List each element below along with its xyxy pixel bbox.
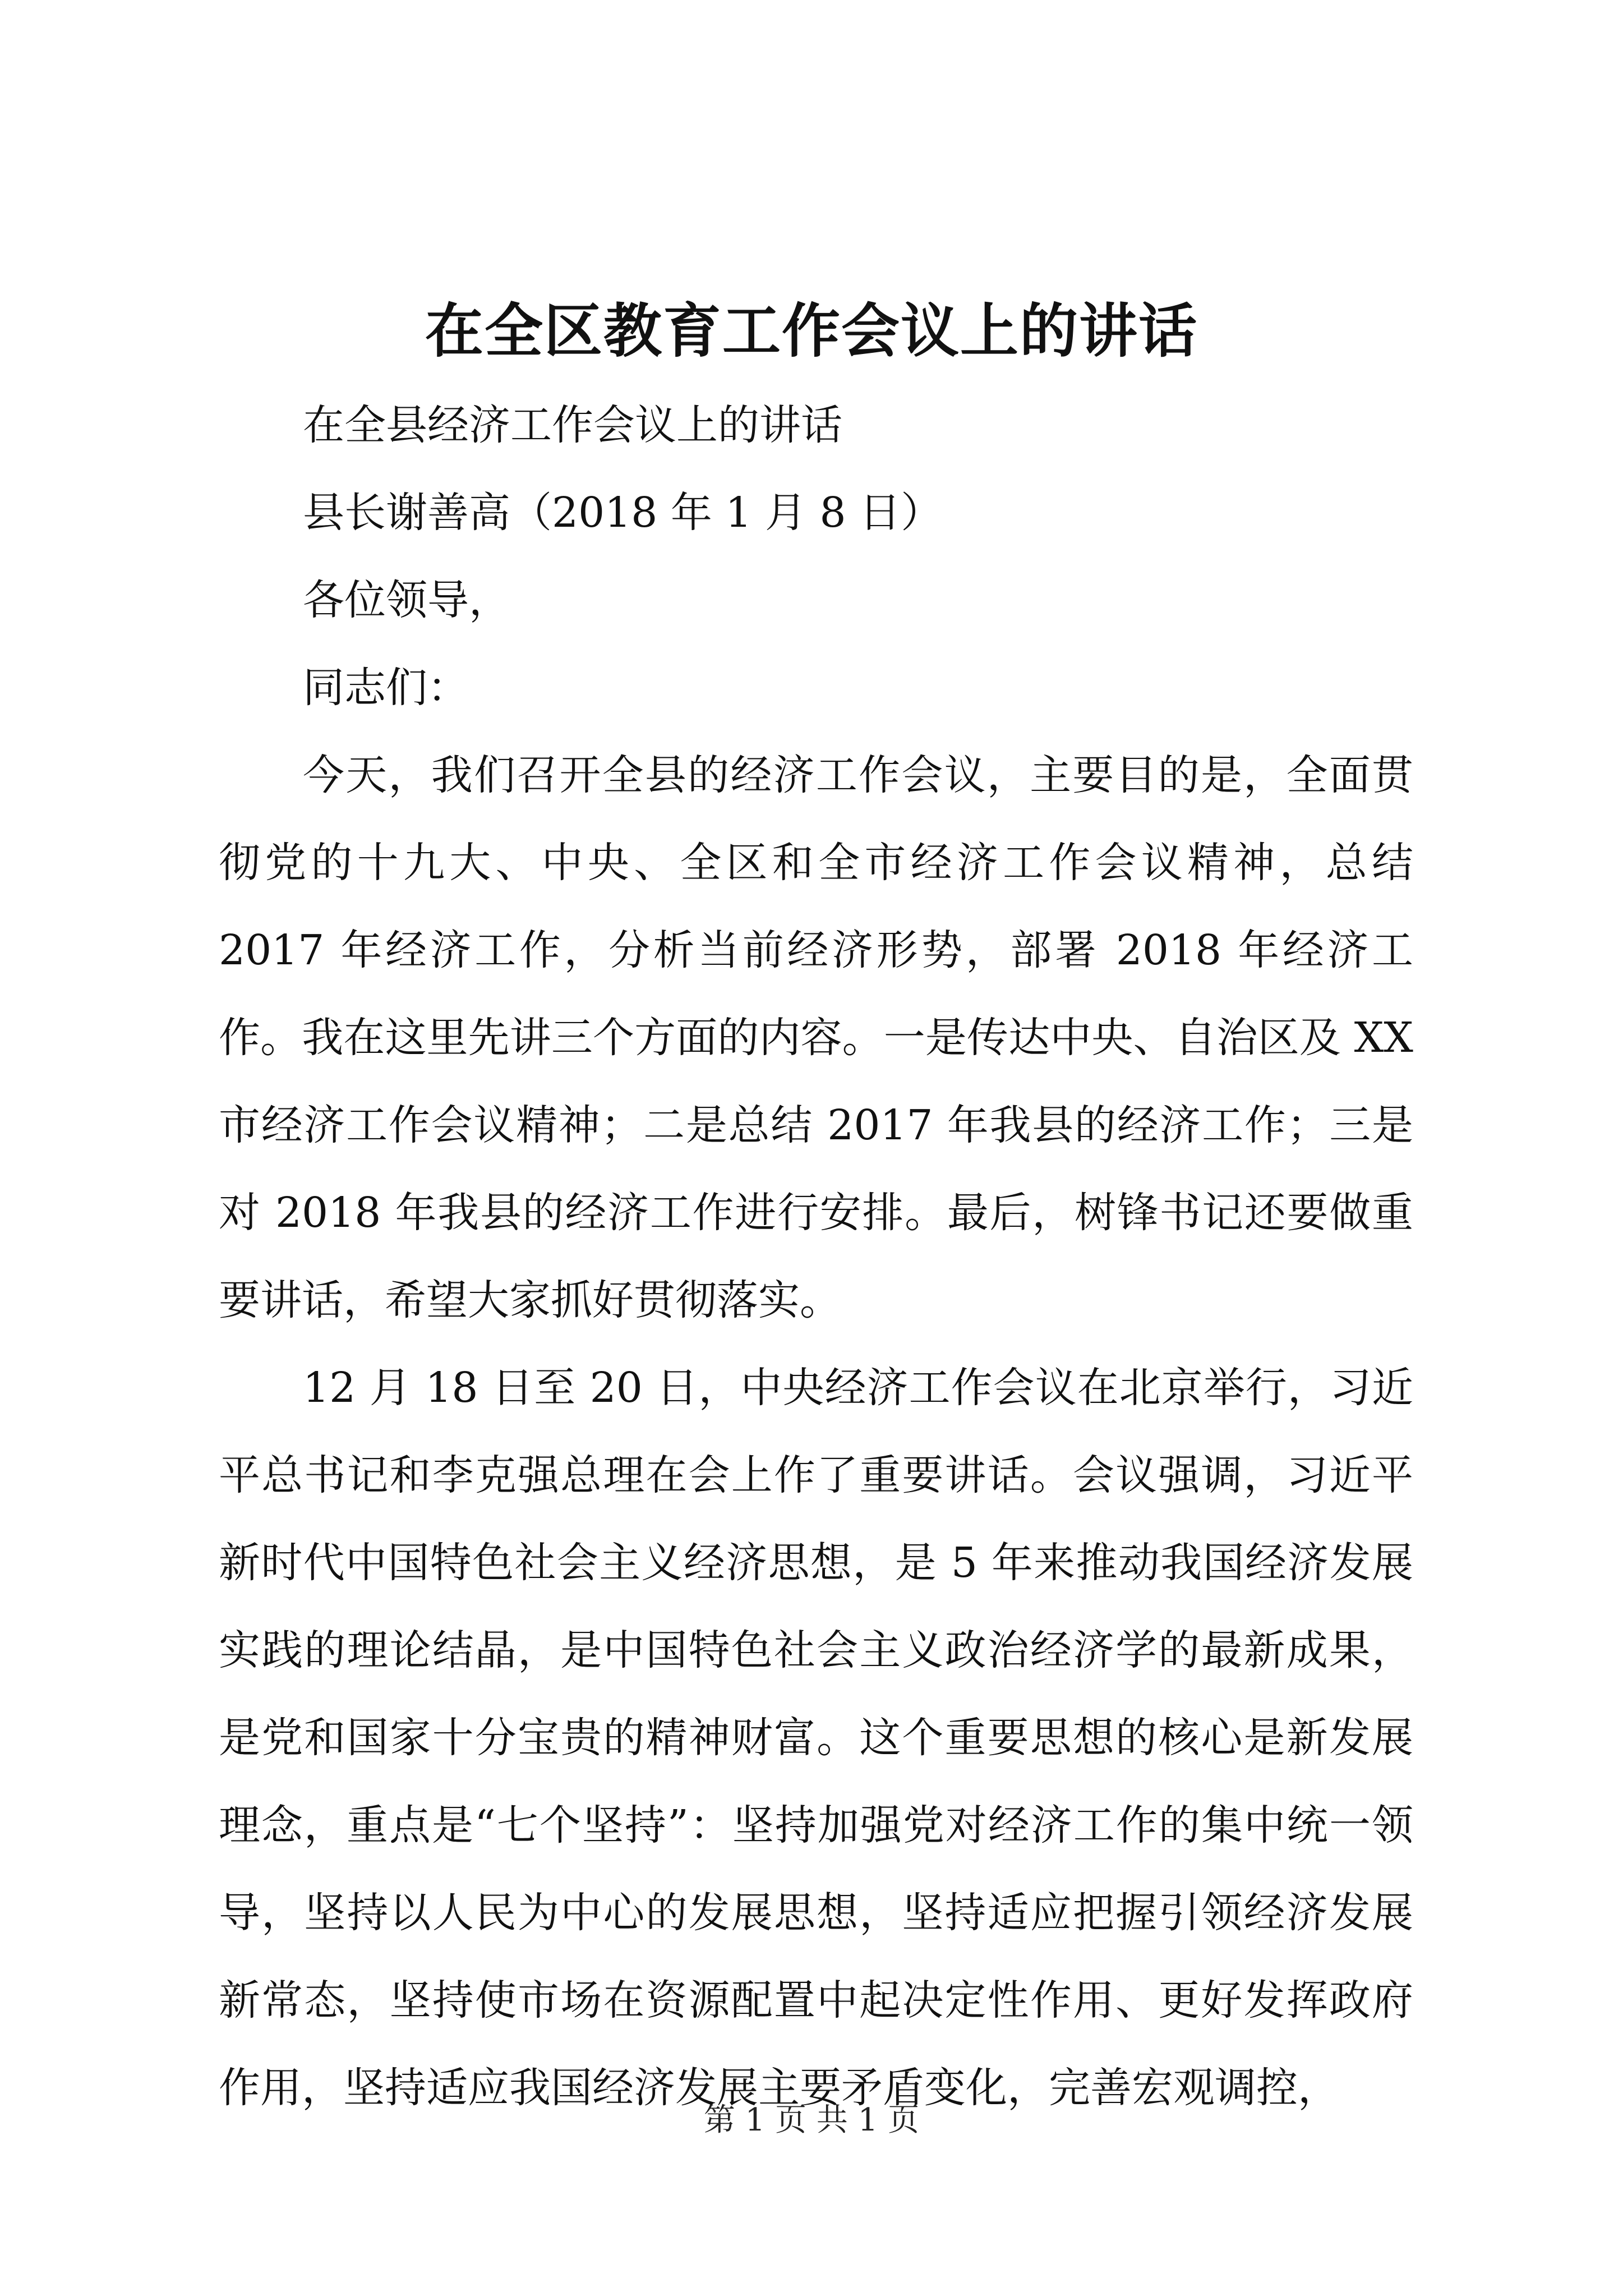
- page-footer: 第 1 页 共 1 页: [703, 2102, 920, 2138]
- document-title: 在全区教育工作会议上的讲话: [425, 296, 1198, 365]
- salutation-leaders: 各位领导，: [303, 576, 510, 624]
- paragraph-central-meeting: 12 月 18 日至 20 日，中央经济工作会议在北京举行，习近平总书记和李克强总理在会上作了重要讲话。会议强调，习近平新时代中国特色社会主义经济思想，是 5 年来推动我国经济发展实践的理论结晶，是中国特色社会主义政治经济学的最新成果，是党和国家十分宝贵的精神财富。这个重要思想的核心是新发展理念，重点是“七个坚持”：坚持加强党对经济工作的集中统一领导，坚持以人民为中心的发展思想，坚持适应把握引领经济发展新常态，坚持使市场在资源配置中起决定性作用、更好发挥政府作用，坚持适应我国经济发展主要矛盾变化，完善宏观调控，: [219, 1364, 1413, 2112]
- speaker-line: 县长谢善高（2018 年 1 月 8 日）: [303, 489, 943, 537]
- speech-subtitle: 在全县经济工作会议上的讲话: [303, 401, 842, 449]
- paragraph-intro: 今天，我们召开全县的经济工作会议，主要目的是，全面贯彻党的十九大、中央、全区和全市经济工作会议精神，总结 2017 年经济工作，分析当前经济形势，部署 2018 年经济工作。我在这里先讲三个方面的内容。一是传达中央、自治区及 XX 市经济工作会议精神；二是总结 2017 年我县的经济工作；三是对 2018 年我县的经济工作进行安排。最后，树锋书记还要做重要讲话，希望大家抓好贯彻落实。: [219, 751, 1413, 1324]
- salutation-comrades: 同志们：: [303, 664, 469, 712]
- document-body: [219, 381, 1413, 2132]
